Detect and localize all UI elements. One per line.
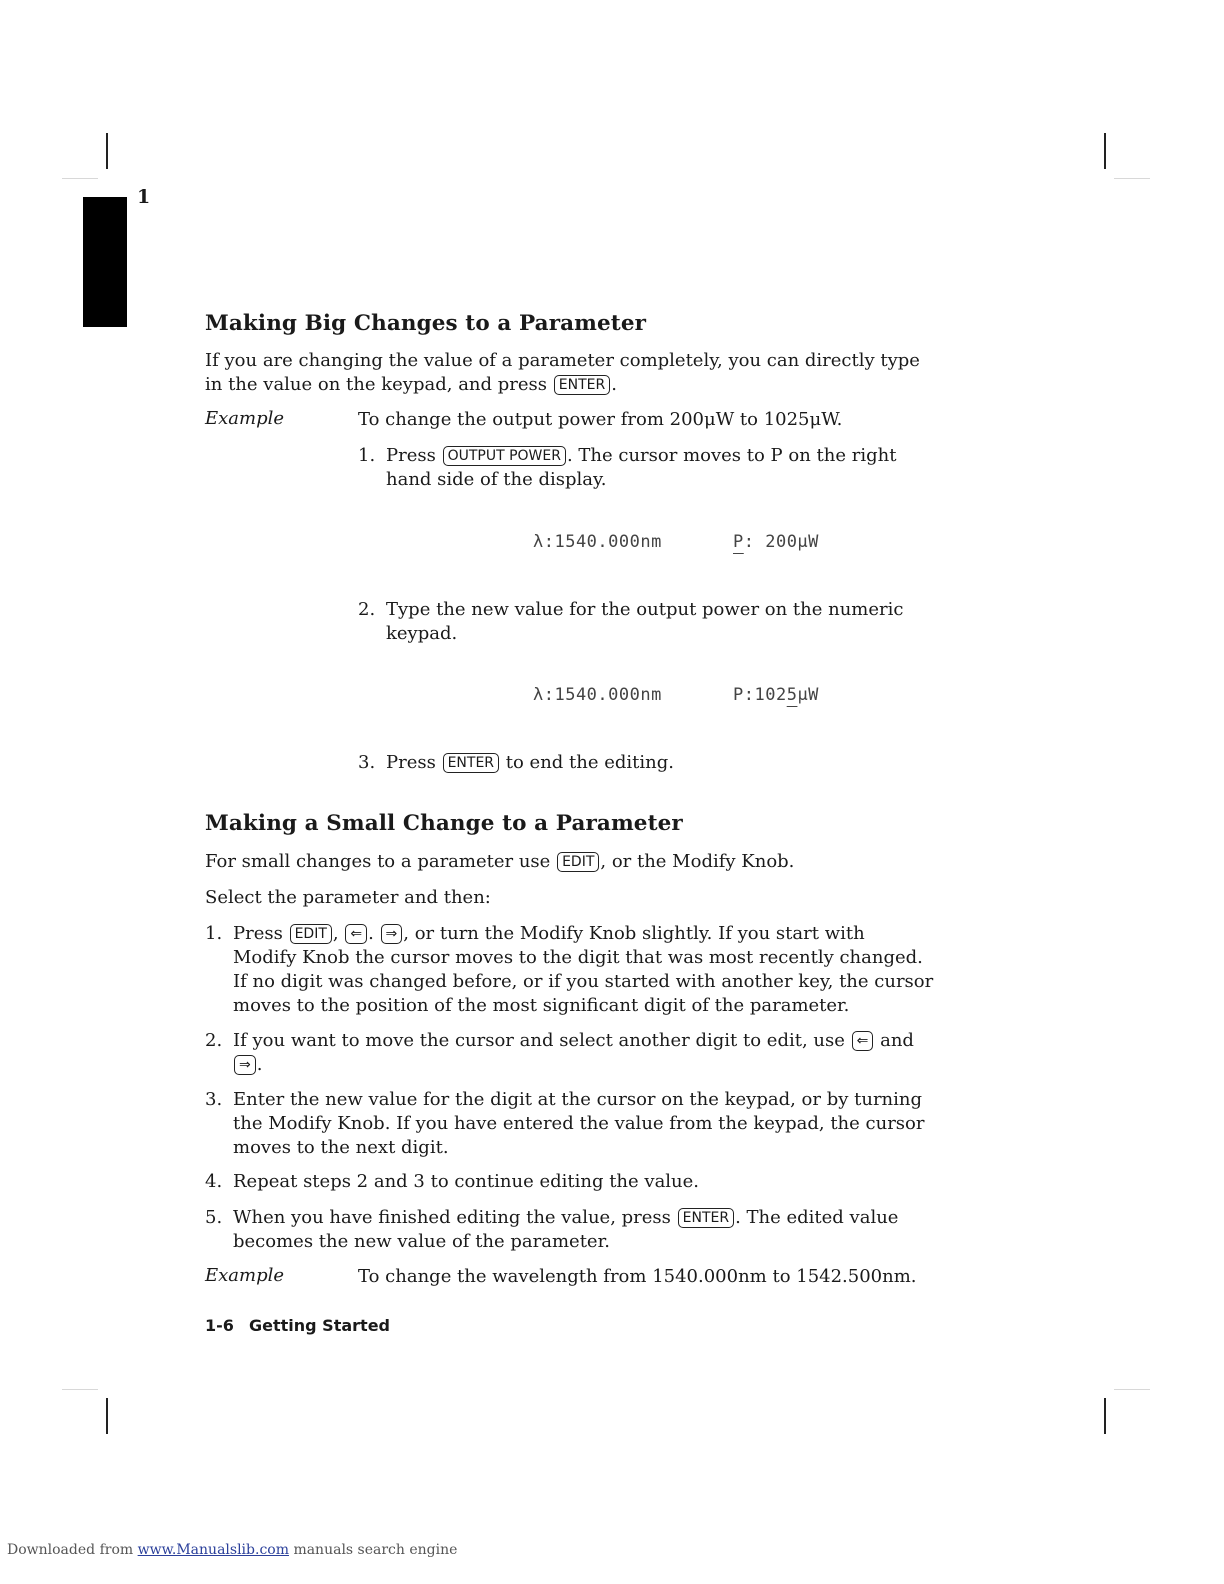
item1-line4: moves to the position of the most significant digit of the parameter. — [233, 995, 850, 1016]
step-number: 2. — [358, 599, 376, 620]
right-arrow-key-icon: ⇒ — [381, 924, 403, 944]
list-number: 3. — [205, 1089, 223, 1110]
step1-line2: hand side of the display. — [386, 469, 607, 490]
crop-line-bottom-right — [1114, 1389, 1150, 1390]
item1-text: Press — [233, 923, 283, 944]
list-body — [233, 1088, 965, 1160]
page-number: 1-6 — [205, 1316, 234, 1335]
left-arrow-key-icon: ⇐ — [345, 924, 367, 944]
crop-mark-top-right — [1104, 133, 1106, 169]
list-number: 4. — [205, 1171, 223, 1192]
list-body: Repeat steps 2 and 3 to continue editing the value. — [233, 1171, 700, 1192]
list-item-5 — [205, 1206, 965, 1256]
display-power-1 — [733, 532, 819, 552]
display-power-pre: P:102 — [733, 685, 787, 705]
enter-key: ENTER — [554, 375, 610, 395]
download-note — [7, 1542, 457, 1558]
item3-line1: Enter the new value for the digit at the cursor on the keypad, or by turning — [233, 1089, 923, 1110]
display-wavelength-2: λ:1540.000nm — [533, 685, 662, 705]
list-number: 5. — [205, 1207, 223, 1228]
list-item-3 — [205, 1088, 965, 1162]
display-power-value: : 200μW — [743, 532, 819, 552]
item3-line3: moves to the next digit. — [233, 1137, 449, 1158]
section1-intro-line1: If you are changing the value of a parameter completely, you can directly type — [205, 350, 920, 371]
list-number: 2. — [205, 1030, 223, 1051]
display-power-2 — [733, 685, 819, 705]
list-body — [233, 1206, 965, 1254]
list-body: If you want to move the cursor and select another digit to edit, use ⇐ and ⇒ . — [233, 1030, 914, 1075]
crop-line-bottom-left — [62, 1389, 98, 1390]
item2-and: and — [880, 1030, 914, 1051]
display-wavelength-1: λ:1540.000nm — [533, 532, 662, 552]
section-heading-small-change: Making a Small Change to a Parameter — [205, 811, 683, 836]
list-body: Press EDIT , ⇐ . ⇒ , or turn the Modify Knob slightly. If you start with Modify Knob the cursor moves to the digit that was most recently changed. If no digit was changed before, or if you started with another key, the cursor moves to the position of the most significant digit of the parameter. — [233, 922, 965, 1018]
item5-line2: becomes the new value of the parameter. — [233, 1231, 610, 1252]
example-label: Example — [205, 408, 285, 429]
output-power-key: OUTPUT POWER — [443, 446, 566, 466]
download-prefix: Downloaded from — [7, 1542, 134, 1558]
step-1 — [358, 444, 958, 494]
list-item-1 — [205, 922, 965, 1020]
crop-line-top-right — [1114, 178, 1150, 179]
item3-line2: the Modify Knob. If you have entered the value from the keypad, the cursor — [233, 1113, 925, 1134]
enter-key: ENTER — [443, 753, 499, 773]
step-number: 1. — [358, 445, 376, 466]
display-cursor-digit: 5 — [786, 685, 798, 705]
section1-intro-line2 — [205, 373, 965, 397]
item2-text: If you want to move the cursor and select another digit to edit, use — [233, 1030, 845, 1051]
left-arrow-key-icon: ⇐ — [852, 1031, 874, 1051]
edit-key: EDIT — [557, 852, 599, 872]
step3-text-post: to end the editing. — [505, 752, 675, 773]
item5-text: When you have finished editing the value, press — [233, 1207, 671, 1228]
list-item-4 — [205, 1170, 965, 1196]
intro-line2-period: . — [611, 374, 617, 395]
select-parameter-text: Select the parameter and then: — [205, 887, 491, 908]
example-text: To change the output power from 200μW to 1025μW. — [358, 409, 843, 430]
section-heading-big-changes: Making Big Changes to a Parameter — [205, 311, 647, 336]
step1-text-post: . The cursor moves to P on the right — [566, 445, 897, 466]
item1-line2: Modify Knob the cursor moves to the digit that was most recently changed. — [233, 947, 923, 968]
example-text-2: To change the wavelength from 1540.000nm to 1542.500nm. — [358, 1266, 917, 1287]
crop-mark-top-left — [106, 133, 108, 169]
list-number: 1. — [205, 923, 223, 944]
step-number: 3. — [358, 752, 376, 773]
display-power-unit: μW — [797, 685, 819, 705]
footer-section-title: Getting Started — [249, 1316, 390, 1335]
download-suffix: manuals search engine — [293, 1542, 458, 1558]
chapter-tab — [83, 197, 127, 327]
item5-text-post: . The edited value — [735, 1207, 899, 1228]
manualslib-link[interactable]: www.Manualslib.com — [137, 1542, 289, 1558]
edit-key: EDIT — [290, 924, 332, 944]
list-item-2 — [205, 1029, 965, 1079]
crop-mark-bottom-left — [106, 1398, 108, 1434]
step2-line2: keypad. — [386, 623, 458, 644]
item1-text-post: , or turn the Modify Knob slightly. If you start with — [403, 923, 865, 944]
step3-text: Press — [386, 752, 436, 773]
section2-intro — [205, 850, 965, 874]
display-cursor-p: P — [733, 532, 744, 552]
chapter-number: 1 — [137, 186, 151, 208]
step-body — [386, 598, 956, 646]
step-3 — [358, 751, 958, 777]
intro-line2-text: in the value on the keypad, and press — [205, 374, 548, 395]
step-body — [386, 444, 956, 492]
step1-text: Press — [386, 445, 436, 466]
crop-mark-bottom-right — [1104, 1398, 1106, 1434]
section1-intro — [205, 349, 965, 397]
step-body — [386, 751, 956, 775]
right-arrow-key-icon: ⇒ — [234, 1055, 256, 1075]
crop-line-top-left — [62, 178, 98, 179]
section2-intro-post: , or the Modify Knob. — [600, 851, 795, 872]
step2-line1: Type the new value for the output power on the numeric — [386, 599, 904, 620]
example-label-2: Example — [205, 1265, 285, 1286]
enter-key: ENTER — [678, 1208, 734, 1228]
step-2 — [358, 598, 958, 648]
item1-line3: If no digit was changed before, or if you started with another key, the cursor — [233, 971, 934, 992]
section2-intro-text: For small changes to a parameter use — [205, 851, 551, 872]
